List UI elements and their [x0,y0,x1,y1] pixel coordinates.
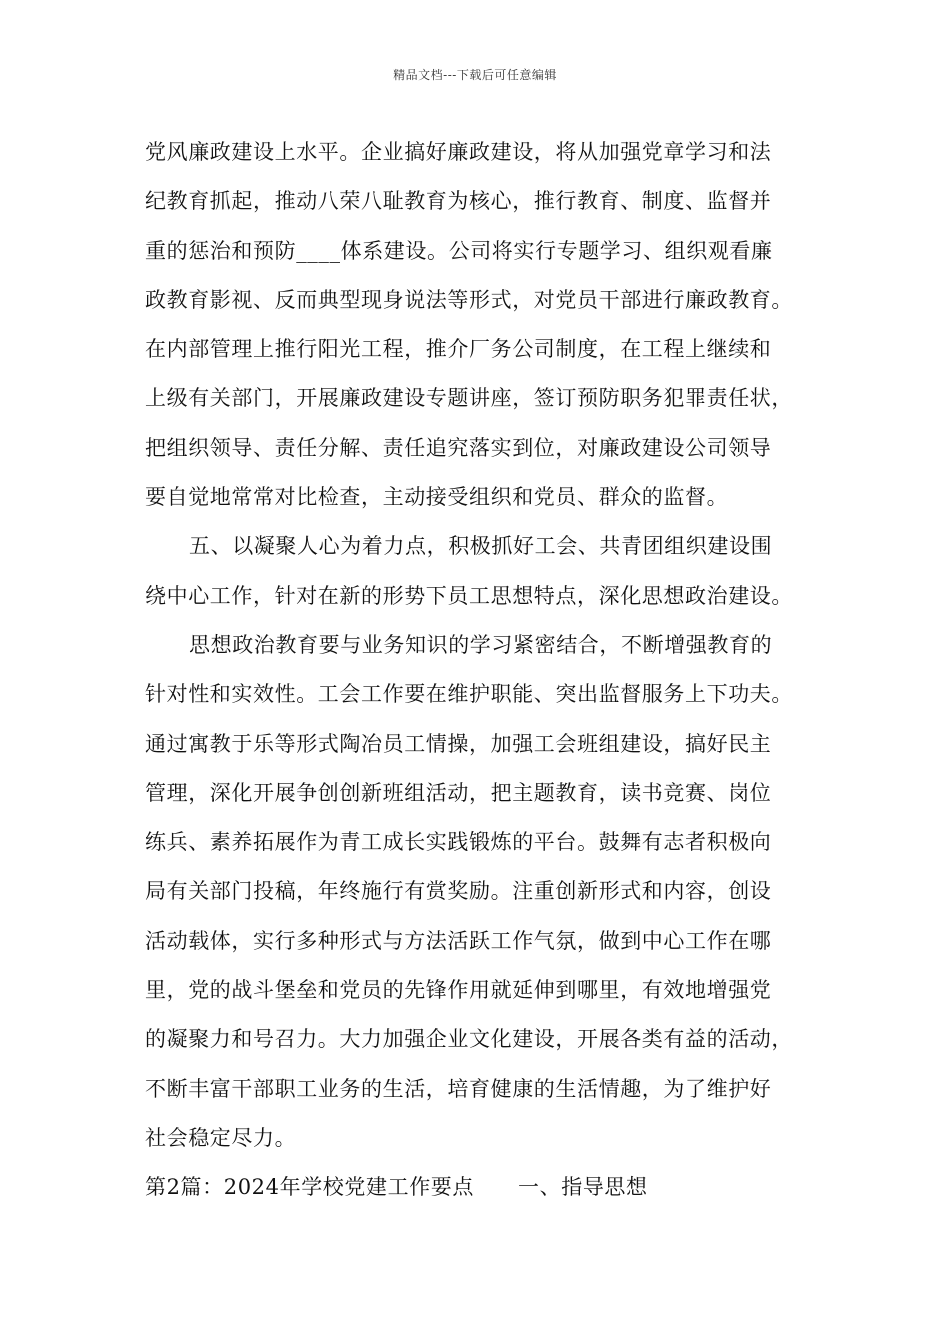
section-heading [145,1167,815,1216]
text-line: 不断丰富干部职工业务的生活，培育健康的生活情趣，为了维护好 [145,1076,772,1101]
text-line: 在内部管理上推行阳光工程，推介厂务公司制度，在工程上继续和 [145,337,772,362]
text-line: 通过寓教于乐等形式陶冶员工情操，加强工会班组建设，搞好民主 [145,731,772,756]
text-line: 练兵、素养拓展作为青工成长实践锻炼的平台。鼓舞有志者积极向 [145,830,772,855]
section-subtitle: 一、指导思想 [518,1175,648,1200]
text-line: 要自觉地常常对比检查，主动接受组织和党员、群众的监督。 [145,485,729,510]
text-line: 管理，深化开展争创创新班组活动，把主题教育，读书竞赛、岗位 [145,780,772,805]
text-line: 的凝聚力和号召力。大力加强企业文化建设，开展各类有益的活动， [145,1027,793,1052]
text-line: 纪教育抓起，推动八荣八耻教育为核心，推行教育、制度、监督并 [145,189,772,214]
text-line: 思想政治教育要与业务知识的学习紧密结合，不断增强教育的 [189,632,773,657]
text-line: 政教育影视、反而典型现身说法等形式，对党员干部进行廉政教育。 [145,287,793,312]
text-line: 上级有关部门，开展廉政建设专题讲座，签订预防职务犯罪责任状， [145,386,793,411]
text-line: 绕中心工作，针对在新的形势下员工思想特点，深化思想政治建设。 [145,583,793,608]
paragraph-3 [145,625,815,1167]
text-line: 党风廉政建设上水平。企业搞好廉政建设，将从加强党章学习和法 [145,140,772,164]
paragraph-1 [145,132,815,526]
text-line: 活动载体，实行多种形式与方法活跃工作气氛，做到中心工作在哪 [145,928,772,953]
section-title: 第2篇：2024年学校党建工作要点 [145,1175,475,1200]
text-line: 重的惩治和预防____体系建设。公司将实行专题学习、组织观看廉 [145,238,773,263]
text-line: 把组织领导、责任分解、责任追究落实到位，对廉政建设公司领导 [145,435,772,460]
text-line: 社会稳定尽力。 [145,1125,297,1150]
text-line: 里，党的战斗堡垒和党员的先锋作用就延伸到哪里，有效地增强党 [145,978,772,1003]
text-line: 针对性和实效性。工会工作要在维护职能、突出监督服务上下功夫。 [145,682,793,707]
text-line: 局有关部门投稿，年终施行有赏奖励。注重创新形式和内容，创设 [145,879,772,904]
text-line: 五、以凝聚人心为着力点，积极抓好工会、共青团组织建设围 [189,534,773,559]
page-header: 精品文档---下载后可任意编辑 [393,68,557,82]
paragraph-2 [145,526,815,625]
document-body [145,132,815,1217]
